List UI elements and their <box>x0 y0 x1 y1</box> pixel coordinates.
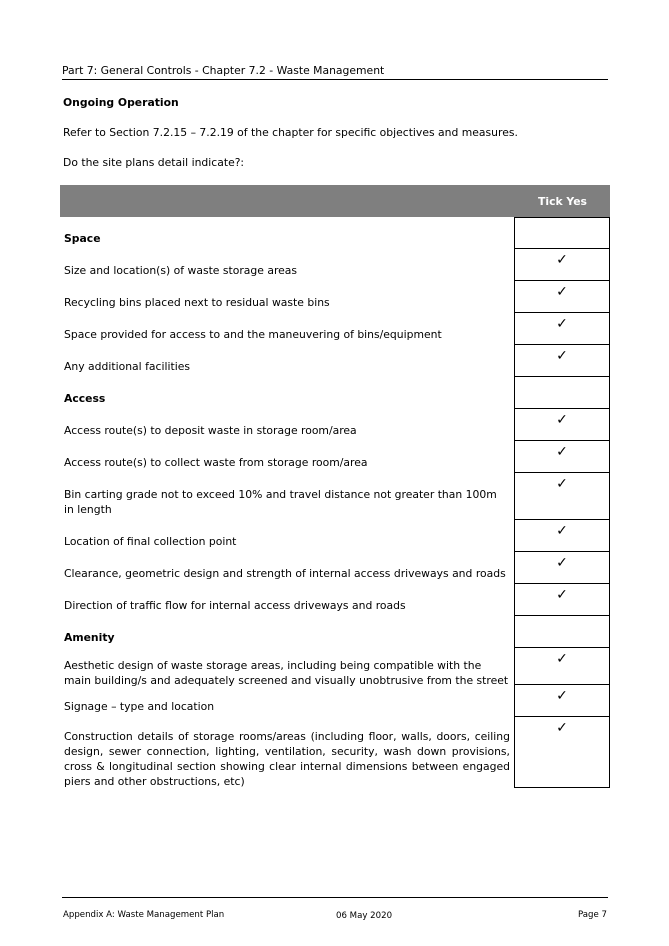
tick-yes-cell[interactable] <box>514 249 610 281</box>
tick-yes-cell[interactable] <box>514 409 610 441</box>
table-row <box>60 345 610 377</box>
tick-yes-cell[interactable] <box>514 441 610 473</box>
checkmark-icon: ✓ <box>556 348 568 364</box>
table-row <box>60 648 610 685</box>
tick-yes-cell[interactable] <box>514 473 610 520</box>
tick-yes-cell[interactable] <box>514 520 610 552</box>
checkmark-icon: ✓ <box>556 651 568 667</box>
requirement-label: Any additional facilities <box>64 360 190 373</box>
table-row <box>60 520 610 552</box>
question-paragraph: Do the site plans detail indicate?: <box>63 156 245 169</box>
tick-yes-column-header: Tick Yes <box>538 194 587 208</box>
table-section-heading-row <box>60 616 610 648</box>
requirement-label: Space provided for access to and the maneuvering of bins/equipment <box>64 328 442 341</box>
requirement-label: Construction details of storage rooms/areas (including floor, walls, doors, ceiling design, sewer connection, lighting, ventilation, security, wash down provisions, cross & longitudinal section showing clear internal dimensions between engaged piers and other obstructions, etc) <box>64 730 510 788</box>
checkmark-icon: ✓ <box>556 476 568 492</box>
intro-paragraph: Refer to Section 7.2.15 – 7.2.19 of the chapter for specific objectives and measures. <box>63 126 518 139</box>
tick-yes-cell[interactable] <box>514 685 610 717</box>
table-section-heading-row <box>60 377 610 409</box>
checklist-table <box>60 185 610 788</box>
tick-yes-cell[interactable] <box>514 616 610 648</box>
section-title: Ongoing Operation <box>63 96 179 109</box>
requirement-label: Direction of traffic flow for internal access driveways and roads <box>64 599 406 612</box>
table-row <box>60 281 610 313</box>
checkmark-icon: ✓ <box>556 444 568 460</box>
requirement-label: Access route(s) to collect waste from storage room/area <box>64 456 368 469</box>
requirement-label: Location of final collection point <box>64 535 237 548</box>
checkmark-icon: ✓ <box>556 720 568 736</box>
table-section-heading-row <box>60 217 610 249</box>
tick-yes-cell[interactable] <box>514 648 610 685</box>
table-header-row <box>60 185 610 217</box>
tick-yes-cell[interactable] <box>514 377 610 409</box>
checkmark-icon: ✓ <box>556 555 568 571</box>
tick-yes-cell[interactable] <box>514 552 610 584</box>
table-row <box>60 441 610 473</box>
table-row <box>60 685 610 717</box>
requirement-label: Recycling bins placed next to residual waste bins <box>64 296 330 309</box>
requirement-label: Bin carting grade not to exceed 10% and travel distance not greater than 100m in length <box>64 488 497 516</box>
tick-yes-cell[interactable] <box>514 584 610 616</box>
table-row <box>60 249 610 281</box>
checkmark-icon: ✓ <box>556 252 568 268</box>
requirement-label: Signage – type and location <box>64 700 215 713</box>
table-row <box>60 409 610 441</box>
footer-divider <box>62 897 608 898</box>
table-row <box>60 552 610 584</box>
table-body <box>60 217 610 788</box>
requirement-label: Size and location(s) of waste storage areas <box>64 264 298 277</box>
table-row <box>60 584 610 616</box>
tick-yes-cell[interactable] <box>514 217 610 249</box>
checkmark-icon: ✓ <box>556 412 568 428</box>
tick-yes-cell[interactable] <box>514 313 610 345</box>
page-header: Part 7: General Controls - Chapter 7.2 - Waste Management <box>62 64 608 80</box>
footer-date: 06 May 2020 <box>336 911 393 921</box>
table-row <box>60 473 610 520</box>
table-row <box>60 717 610 788</box>
requirement-label: Access route(s) to deposit waste in storage room/area <box>64 424 357 437</box>
section-heading-label: Access <box>64 392 106 405</box>
section-heading-label: Amenity <box>64 631 115 644</box>
footer-document-title: Appendix A: Waste Management Plan <box>63 910 225 920</box>
table-row <box>60 313 610 345</box>
tick-yes-cell[interactable] <box>514 281 610 313</box>
tick-yes-cell[interactable] <box>514 717 610 788</box>
checkmark-icon: ✓ <box>556 284 568 300</box>
requirement-label: Aesthetic design of waste storage areas, including being compatible with the main building/s and adequately screened and visually unobtrusive from the street <box>64 659 509 687</box>
section-heading-label: Space <box>64 232 101 245</box>
requirement-label: Clearance, geometric design and strength of internal access driveways and roads <box>64 567 506 580</box>
footer-page-number: Page 7 <box>578 910 608 920</box>
checkmark-icon: ✓ <box>556 587 568 603</box>
checkmark-icon: ✓ <box>556 688 568 704</box>
checkmark-icon: ✓ <box>556 316 568 332</box>
tick-yes-cell[interactable] <box>514 345 610 377</box>
checkmark-icon: ✓ <box>556 523 568 539</box>
